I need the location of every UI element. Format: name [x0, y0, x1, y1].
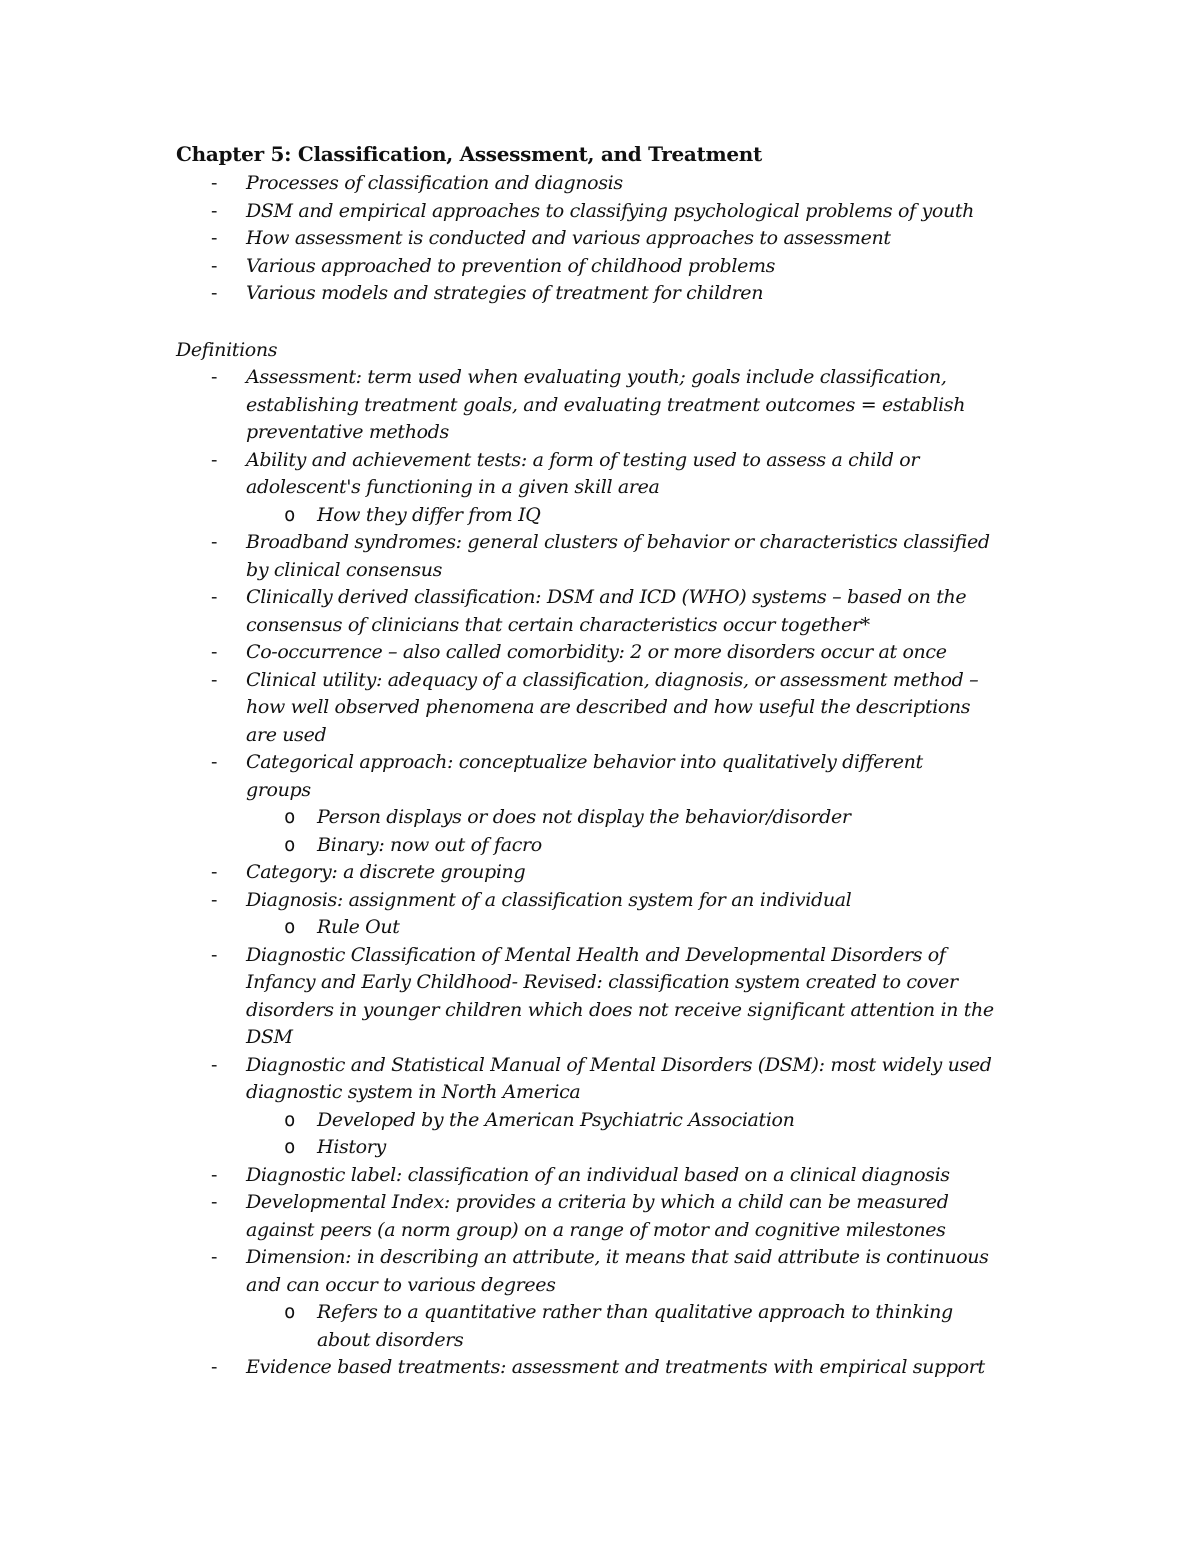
- definition-continuation: diagnostic system in North America: [246, 1081, 581, 1103]
- dash-bullet: -: [211, 1246, 218, 1268]
- dash-bullet: -: [211, 861, 218, 883]
- dash-bullet: -: [211, 1191, 218, 1213]
- definition-item: - Ability and achievement tests: a form of testing used to assess a child or: [0, 447, 1200, 475]
- circle-bullet: o: [284, 503, 296, 526]
- definition-continuation: against peers (a norm group) on a range of motor and cognitive milestones: [246, 1218, 946, 1241]
- dash-bullet: -: [211, 254, 218, 277]
- circle-bullet: o: [284, 1136, 296, 1158]
- definition-continuation: disorders in younger children which does not receive significant attention in the: [246, 998, 994, 1021]
- sub-item-continuation: about disorders: [317, 1328, 464, 1351]
- definition-continuation: DSM: [246, 1026, 293, 1048]
- dash-bullet: -: [211, 586, 218, 608]
- definition-item: - Diagnostic and Statistical Manual of Mental Disorders (DSM): most widely used: [0, 1052, 1200, 1080]
- definition-continuation: consensus of clinicians that certain characteristics occur together*: [246, 613, 870, 636]
- definitions-list: [0, 364, 1200, 1382]
- definition-continuation: Infancy and Early Childhood- Revised: classification system created to cover: [246, 971, 958, 993]
- dash-bullet: -: [211, 1356, 218, 1378]
- definition-continuation: how well observed phenomena are described and how useful the descriptions: [246, 696, 971, 718]
- dash-bullet: -: [211, 943, 218, 966]
- dash-bullet: -: [211, 668, 218, 691]
- circle-bullet: o: [284, 806, 296, 828]
- objective-item: - Various models and strategies of treatment for children: [0, 280, 1200, 308]
- definition-item: - Co-occurrence – also called comorbidity: 2 or more disorders occur at once: [0, 639, 1200, 667]
- definition-continuation: groups: [246, 778, 311, 801]
- definition-item: - Broadband syndromes: general clusters of behavior or characteristics classified: [0, 529, 1200, 557]
- objective-item: - Various approached to prevention of childhood problems: [0, 253, 1200, 281]
- definition-item: - Clinically derived classification: DSM and ICD (WHO) systems – based on the: [0, 584, 1200, 612]
- definitions-heading: Definitions: [176, 339, 278, 361]
- dash-bullet: -: [211, 1163, 218, 1186]
- dash-bullet: -: [211, 227, 218, 249]
- definition-item: - Evidence based treatments: assessment and treatments with empirical support: [0, 1354, 1200, 1382]
- sub-item: o Binary: now out of facro: [0, 832, 1200, 860]
- dash-bullet: -: [211, 172, 218, 194]
- objective-item: - How assessment is conducted and various approaches to assessment: [0, 225, 1200, 253]
- definition-item: - Developmental Index: provides a criteria by which a child can be measured: [0, 1189, 1200, 1217]
- dash-bullet: -: [211, 641, 218, 663]
- dash-bullet: -: [211, 888, 218, 911]
- dash-bullet: -: [211, 366, 218, 388]
- definition-item: - Dimension: in describing an attribute, it means that said attribute is continuous: [0, 1244, 1200, 1272]
- definition-item: - Diagnostic label: classification of an individual based on a clinical diagnosis: [0, 1162, 1200, 1190]
- circle-bullet: o: [284, 916, 296, 938]
- dash-bullet: -: [211, 751, 218, 773]
- objectives-list: [0, 170, 1200, 308]
- sub-item: o Rule Out: [0, 914, 1200, 942]
- definition-item: - Diagnosis: assignment of a classification system for an individual: [0, 887, 1200, 915]
- definition-item: - Assessment: term used when evaluating youth; goals include classification,: [0, 364, 1200, 392]
- chapter-title: Chapter 5: Classification, Assessment, and Treatment: [176, 142, 762, 166]
- dash-bullet: -: [211, 448, 218, 471]
- circle-bullet: o: [284, 1301, 296, 1323]
- dash-bullet: -: [211, 531, 218, 553]
- sub-item: o Developed by the American Psychiatric Association: [0, 1107, 1200, 1135]
- definition-continuation: adolescent's functioning in a given skill area: [246, 476, 660, 498]
- objective-item: - DSM and empirical approaches to classifying psychological problems of youth: [0, 198, 1200, 226]
- sub-item: o Refers to a quantitative rather than qualitative approach to thinking: [0, 1299, 1200, 1327]
- definition-continuation: are used: [246, 723, 327, 746]
- definition-item: - Diagnostic Classification of Mental Health and Developmental Disorders of: [0, 942, 1200, 970]
- circle-bullet: o: [284, 1108, 296, 1131]
- definition-continuation: preventative methods: [246, 421, 449, 443]
- definition-continuation: and can occur to various degrees: [246, 1273, 556, 1296]
- circle-bullet: o: [284, 833, 296, 856]
- definition-item: - Clinical utility: adequacy of a classification, diagnosis, or assessment method –: [0, 667, 1200, 695]
- sub-item: o Person displays or does not display the behavior/disorder: [0, 804, 1200, 832]
- dash-bullet: -: [211, 1053, 218, 1076]
- definition-item: - Categorical approach: conceptualize behavior into qualitatively different: [0, 749, 1200, 777]
- definition-continuation: establishing treatment goals, and evaluating treatment outcomes = establish: [246, 393, 966, 416]
- definition-item: - Category: a discrete grouping: [0, 859, 1200, 887]
- definition-continuation: by clinical consensus: [246, 558, 443, 581]
- sub-item: o How they differ from IQ: [0, 502, 1200, 530]
- sub-item: o History: [0, 1134, 1200, 1162]
- dash-bullet: -: [211, 199, 218, 222]
- dash-bullet: -: [211, 282, 218, 304]
- objective-item: - Processes of classification and diagnosis: [0, 170, 1200, 198]
